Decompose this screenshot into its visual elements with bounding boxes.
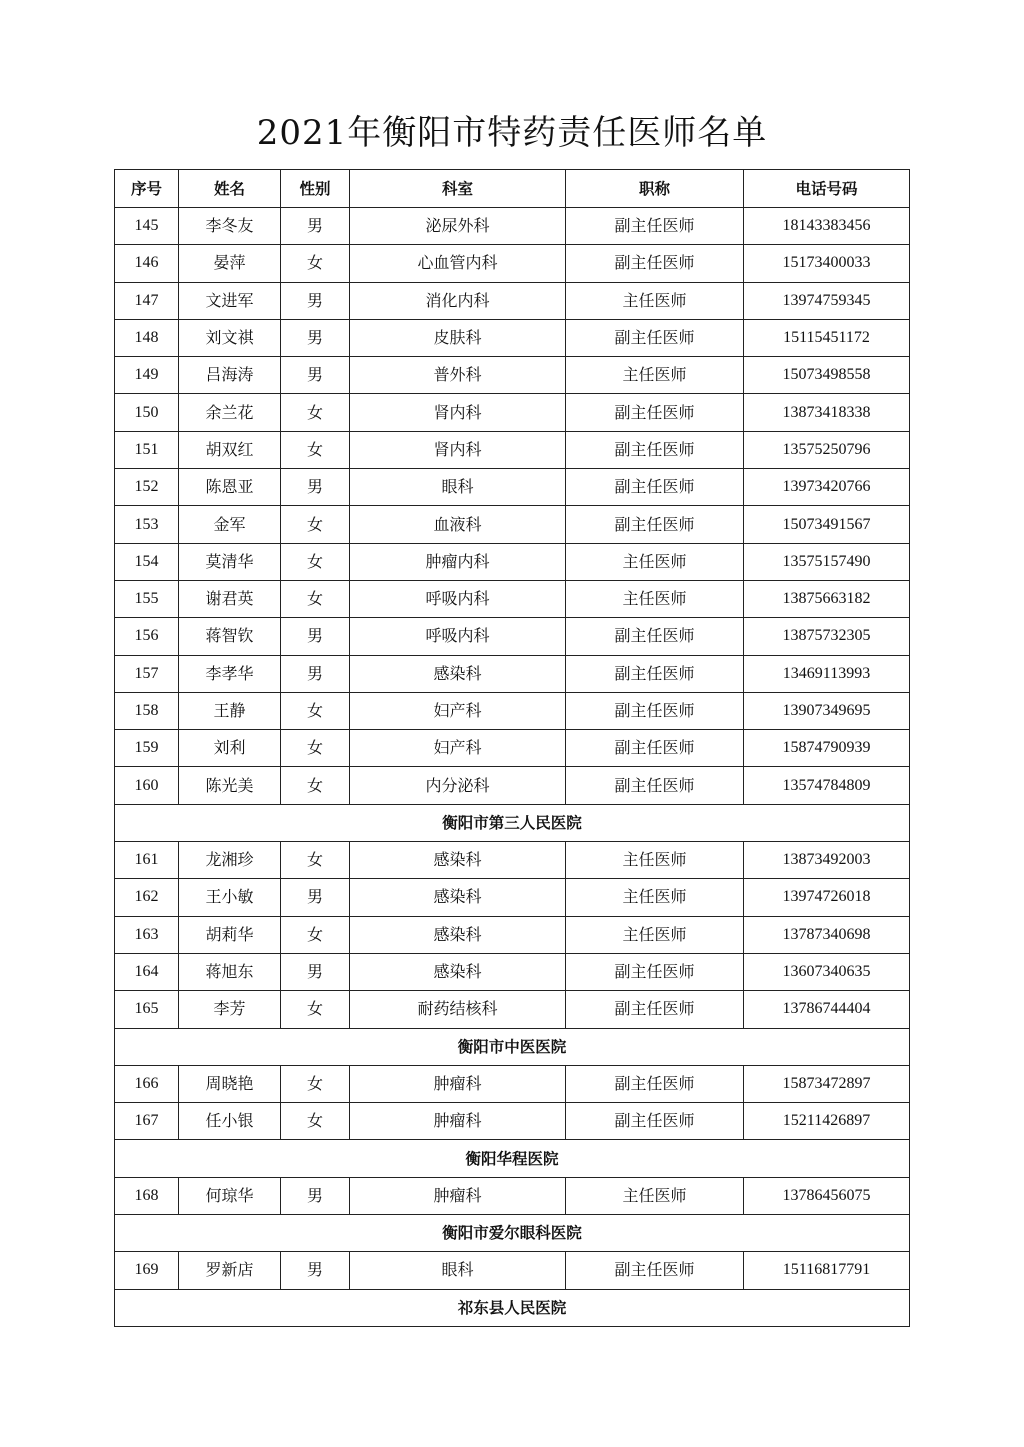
cell-serial: 151 [115, 431, 179, 468]
physician-table [114, 169, 910, 1327]
table-row [115, 431, 910, 468]
cell-department: 呼吸内科 [350, 618, 566, 655]
cell-gender: 男 [281, 469, 350, 506]
cell-name: 文进军 [179, 282, 281, 319]
cell-name: 刘利 [179, 730, 281, 767]
cell-phone: 13907349695 [744, 692, 910, 729]
cell-department: 呼吸内科 [350, 580, 566, 617]
table-row [115, 1103, 910, 1140]
cell-phone: 18143383456 [744, 208, 910, 245]
cell-title-rank: 主任医师 [566, 842, 744, 879]
cell-serial: 158 [115, 692, 179, 729]
hospital-section-row [115, 1215, 910, 1252]
cell-gender: 男 [281, 208, 350, 245]
cell-serial: 154 [115, 543, 179, 580]
table-row [115, 618, 910, 655]
cell-serial: 163 [115, 916, 179, 953]
cell-gender: 女 [281, 245, 350, 282]
header-serial: 序号 [115, 170, 179, 208]
cell-department: 感染科 [350, 879, 566, 916]
cell-serial: 150 [115, 394, 179, 431]
cell-serial: 149 [115, 357, 179, 394]
table-row [115, 245, 910, 282]
cell-department: 耐药结核科 [350, 991, 566, 1028]
cell-department: 内分泌科 [350, 767, 566, 804]
cell-phone: 15873472897 [744, 1065, 910, 1102]
cell-gender: 女 [281, 506, 350, 543]
hospital-name: 衡阳市中医医院 [115, 1028, 910, 1065]
cell-name: 何琼华 [179, 1177, 281, 1214]
table-row [115, 580, 910, 617]
cell-name: 龙湘珍 [179, 842, 281, 879]
cell-phone: 13786456075 [744, 1177, 910, 1214]
cell-title-rank: 主任医师 [566, 580, 744, 617]
cell-phone: 13974726018 [744, 879, 910, 916]
cell-phone: 13973420766 [744, 469, 910, 506]
cell-name: 胡莉华 [179, 916, 281, 953]
table-row [115, 1252, 910, 1289]
cell-serial: 156 [115, 618, 179, 655]
cell-serial: 167 [115, 1103, 179, 1140]
table-row [115, 767, 910, 804]
cell-name: 谢君英 [179, 580, 281, 617]
cell-gender: 女 [281, 767, 350, 804]
cell-phone: 15115451172 [744, 319, 910, 356]
cell-gender: 男 [281, 1177, 350, 1214]
cell-phone: 13574784809 [744, 767, 910, 804]
cell-title-rank: 主任医师 [566, 916, 744, 953]
cell-department: 肿瘤科 [350, 1103, 566, 1140]
cell-phone: 13787340698 [744, 916, 910, 953]
table-body [115, 208, 910, 1327]
cell-gender: 男 [281, 357, 350, 394]
cell-department: 血液科 [350, 506, 566, 543]
table-row [115, 319, 910, 356]
cell-title-rank: 副主任医师 [566, 692, 744, 729]
hospital-name: 衡阳市爱尔眼科医院 [115, 1215, 910, 1252]
cell-gender: 女 [281, 991, 350, 1028]
cell-phone: 13974759345 [744, 282, 910, 319]
cell-name: 任小银 [179, 1103, 281, 1140]
cell-gender: 女 [281, 394, 350, 431]
cell-gender: 男 [281, 618, 350, 655]
hospital-name: 祁东县人民医院 [115, 1289, 910, 1326]
cell-name: 余兰花 [179, 394, 281, 431]
cell-name: 吕海涛 [179, 357, 281, 394]
cell-name: 王静 [179, 692, 281, 729]
header-row [115, 170, 910, 208]
cell-serial: 169 [115, 1252, 179, 1289]
cell-name: 李孝华 [179, 655, 281, 692]
cell-title-rank: 主任医师 [566, 1177, 744, 1214]
cell-department: 肿瘤科 [350, 1177, 566, 1214]
cell-gender: 女 [281, 842, 350, 879]
cell-title-rank: 副主任医师 [566, 245, 744, 282]
cell-department: 肿瘤科 [350, 1065, 566, 1102]
cell-phone: 13786744404 [744, 991, 910, 1028]
cell-name: 李芳 [179, 991, 281, 1028]
cell-name: 晏萍 [179, 245, 281, 282]
cell-title-rank: 主任医师 [566, 543, 744, 580]
cell-serial: 157 [115, 655, 179, 692]
hospital-section-row [115, 1028, 910, 1065]
cell-title-rank: 副主任医师 [566, 1065, 744, 1102]
cell-gender: 男 [281, 953, 350, 990]
cell-serial: 161 [115, 842, 179, 879]
table-row [115, 506, 910, 543]
cell-phone: 13873418338 [744, 394, 910, 431]
cell-phone: 13875732305 [744, 618, 910, 655]
table-row [115, 282, 910, 319]
cell-name: 刘文祺 [179, 319, 281, 356]
cell-serial: 166 [115, 1065, 179, 1102]
cell-gender: 女 [281, 1065, 350, 1102]
table-row [115, 953, 910, 990]
cell-name: 蒋智钦 [179, 618, 281, 655]
table-row [115, 842, 910, 879]
cell-name: 李冬友 [179, 208, 281, 245]
cell-department: 感染科 [350, 916, 566, 953]
cell-gender: 女 [281, 543, 350, 580]
header-gender: 性别 [281, 170, 350, 208]
cell-gender: 男 [281, 282, 350, 319]
cell-serial: 165 [115, 991, 179, 1028]
cell-name: 蒋旭东 [179, 953, 281, 990]
hospital-name: 衡阳华程医院 [115, 1140, 910, 1177]
cell-gender: 男 [281, 655, 350, 692]
table-row [115, 394, 910, 431]
cell-department: 感染科 [350, 842, 566, 879]
cell-name: 陈光美 [179, 767, 281, 804]
cell-gender: 女 [281, 580, 350, 617]
cell-department: 肾内科 [350, 394, 566, 431]
hospital-section-row [115, 1289, 910, 1326]
hospital-section-row [115, 1140, 910, 1177]
cell-title-rank: 副主任医师 [566, 208, 744, 245]
cell-phone: 15874790939 [744, 730, 910, 767]
cell-title-rank: 副主任医师 [566, 618, 744, 655]
cell-title-rank: 副主任医师 [566, 1103, 744, 1140]
cell-title-rank: 副主任医师 [566, 319, 744, 356]
table-row [115, 469, 910, 506]
cell-title-rank: 副主任医师 [566, 730, 744, 767]
hospital-name: 衡阳市第三人民医院 [115, 804, 910, 841]
hospital-section-row [115, 804, 910, 841]
cell-name: 金军 [179, 506, 281, 543]
cell-title-rank: 主任医师 [566, 879, 744, 916]
cell-gender: 男 [281, 1252, 350, 1289]
cell-title-rank: 副主任医师 [566, 953, 744, 990]
cell-serial: 152 [115, 469, 179, 506]
cell-department: 感染科 [350, 953, 566, 990]
cell-title-rank: 主任医师 [566, 357, 744, 394]
cell-title-rank: 副主任医师 [566, 767, 744, 804]
cell-department: 心血管内科 [350, 245, 566, 282]
cell-department: 肾内科 [350, 431, 566, 468]
cell-gender: 男 [281, 319, 350, 356]
cell-phone: 15173400033 [744, 245, 910, 282]
cell-name: 陈恩亚 [179, 469, 281, 506]
cell-gender: 女 [281, 692, 350, 729]
header-department: 科室 [350, 170, 566, 208]
table-row [115, 730, 910, 767]
table-row [115, 1065, 910, 1102]
cell-phone: 15073491567 [744, 506, 910, 543]
header-title-rank: 职称 [566, 170, 744, 208]
cell-title-rank: 副主任医师 [566, 469, 744, 506]
table-row [115, 879, 910, 916]
cell-phone: 13873492003 [744, 842, 910, 879]
cell-name: 周晓艳 [179, 1065, 281, 1102]
cell-serial: 159 [115, 730, 179, 767]
table-row [115, 543, 910, 580]
cell-gender: 男 [281, 879, 350, 916]
cell-serial: 155 [115, 580, 179, 617]
cell-phone: 13469113993 [744, 655, 910, 692]
cell-department: 皮肤科 [350, 319, 566, 356]
table-row [115, 208, 910, 245]
table-row [115, 357, 910, 394]
table-row [115, 916, 910, 953]
cell-department: 肿瘤内科 [350, 543, 566, 580]
cell-serial: 164 [115, 953, 179, 990]
cell-department: 妇产科 [350, 692, 566, 729]
cell-title-rank: 副主任医师 [566, 991, 744, 1028]
cell-gender: 女 [281, 1103, 350, 1140]
cell-phone: 15211426897 [744, 1103, 910, 1140]
cell-phone: 13575250796 [744, 431, 910, 468]
cell-department: 泌尿外科 [350, 208, 566, 245]
cell-title-rank: 副主任医师 [566, 394, 744, 431]
cell-department: 眼科 [350, 469, 566, 506]
cell-name: 王小敏 [179, 879, 281, 916]
cell-serial: 148 [115, 319, 179, 356]
cell-title-rank: 副主任医师 [566, 655, 744, 692]
cell-serial: 145 [115, 208, 179, 245]
cell-phone: 13607340635 [744, 953, 910, 990]
cell-title-rank: 主任医师 [566, 282, 744, 319]
header-name: 姓名 [179, 170, 281, 208]
page-title: 2021年衡阳市特药责任医师名单 [256, 113, 768, 153]
cell-title-rank: 副主任医师 [566, 431, 744, 468]
cell-name: 罗新店 [179, 1252, 281, 1289]
table-row [115, 991, 910, 1028]
cell-phone: 15073498558 [744, 357, 910, 394]
cell-title-rank: 副主任医师 [566, 506, 744, 543]
table-row [115, 655, 910, 692]
cell-serial: 168 [115, 1177, 179, 1214]
cell-phone: 15116817791 [744, 1252, 910, 1289]
cell-serial: 153 [115, 506, 179, 543]
cell-serial: 147 [115, 282, 179, 319]
header-phone: 电话号码 [744, 170, 910, 208]
cell-gender: 女 [281, 730, 350, 767]
cell-serial: 162 [115, 879, 179, 916]
cell-phone: 13875663182 [744, 580, 910, 617]
cell-name: 胡双红 [179, 431, 281, 468]
table-row [115, 1177, 910, 1214]
cell-department: 妇产科 [350, 730, 566, 767]
cell-phone: 13575157490 [744, 543, 910, 580]
cell-department: 感染科 [350, 655, 566, 692]
table-row [115, 692, 910, 729]
cell-serial: 160 [115, 767, 179, 804]
cell-serial: 146 [115, 245, 179, 282]
cell-title-rank: 副主任医师 [566, 1252, 744, 1289]
cell-department: 消化内科 [350, 282, 566, 319]
cell-gender: 女 [281, 431, 350, 468]
cell-department: 普外科 [350, 357, 566, 394]
cell-name: 莫清华 [179, 543, 281, 580]
cell-gender: 女 [281, 916, 350, 953]
cell-department: 眼科 [350, 1252, 566, 1289]
